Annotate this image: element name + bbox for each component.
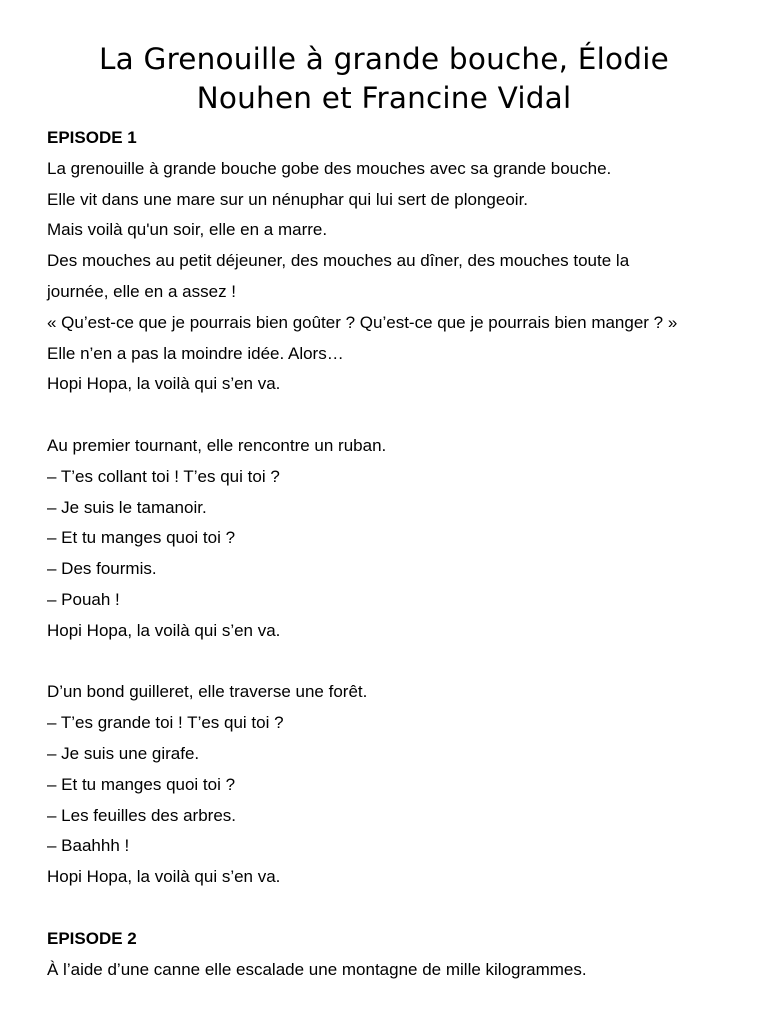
tamanoir-stanza: [47, 431, 747, 647]
dialogue-line: – Les feuilles des arbres.: [47, 805, 236, 825]
text-line: Au premier tournant, elle rencontre un ruban.: [47, 435, 387, 455]
stanza-spacer: [47, 400, 747, 431]
text-line: Elle n’en a pas la moindre idée. Alors…: [47, 343, 344, 363]
text-line: À l’aide d’une canne elle escalade une montagne de mille kilogrammes.: [47, 959, 587, 979]
refrain-line: Hopi Hopa, la voilà qui s’en va.: [47, 620, 281, 640]
text-line: La grenouille à grande bouche gobe des mouches avec sa grande bouche.: [47, 158, 612, 178]
dialogue-line: – Pouah !: [47, 589, 120, 609]
text-line: Elle vit dans une mare sur un nénuphar qui lui sert de plongeoir.: [47, 189, 529, 209]
refrain-line: Hopi Hopa, la voilà qui s’en va.: [47, 374, 281, 394]
dialogue-line: – Et tu manges quoi toi ?: [47, 774, 236, 794]
text-line: Mais voilà qu'un soir, elle en a marre.: [47, 220, 328, 240]
text-line: journée, elle en a assez !: [47, 281, 237, 301]
dialogue-line: – Et tu manges quoi toi ?: [47, 528, 236, 548]
dialogue-line: – T’es grande toi ! T’es qui toi ?: [47, 713, 284, 733]
dialogue-line: – T’es collant toi ! T’es qui toi ?: [47, 466, 280, 486]
stanza-spacer: [47, 893, 747, 924]
episode-1-heading: EPISODE 1: [47, 128, 137, 147]
stanza-spacer: [47, 647, 747, 678]
dialogue-line: – Baahhh !: [47, 836, 130, 856]
episode-1-intro-stanza: [47, 154, 747, 400]
dialogue-line: – Des fourmis.: [47, 559, 157, 579]
text-line: « Qu’est-ce que je pourrais bien goûter ? Qu’est-ce que je pourrais bien manger ? »: [47, 312, 678, 332]
dialogue-line: – Je suis le tamanoir.: [47, 497, 207, 517]
girafe-stanza: [47, 677, 747, 893]
dialogue-line: – Je suis une girafe.: [47, 743, 200, 763]
refrain-line: Hopi Hopa, la voilà qui s’en va.: [47, 867, 281, 887]
episode-2-heading: EPISODE 2: [47, 928, 137, 948]
document-title: La Grenouille à grande bouche, Élodie Nouhen et Francine Vidal: [99, 42, 669, 115]
document-body: [47, 123, 747, 985]
text-line: Des mouches au petit déjeuner, des mouches au dîner, des mouches toute la: [47, 251, 630, 271]
text-line: D’un bond guilleret, elle traverse une forêt.: [47, 682, 368, 702]
